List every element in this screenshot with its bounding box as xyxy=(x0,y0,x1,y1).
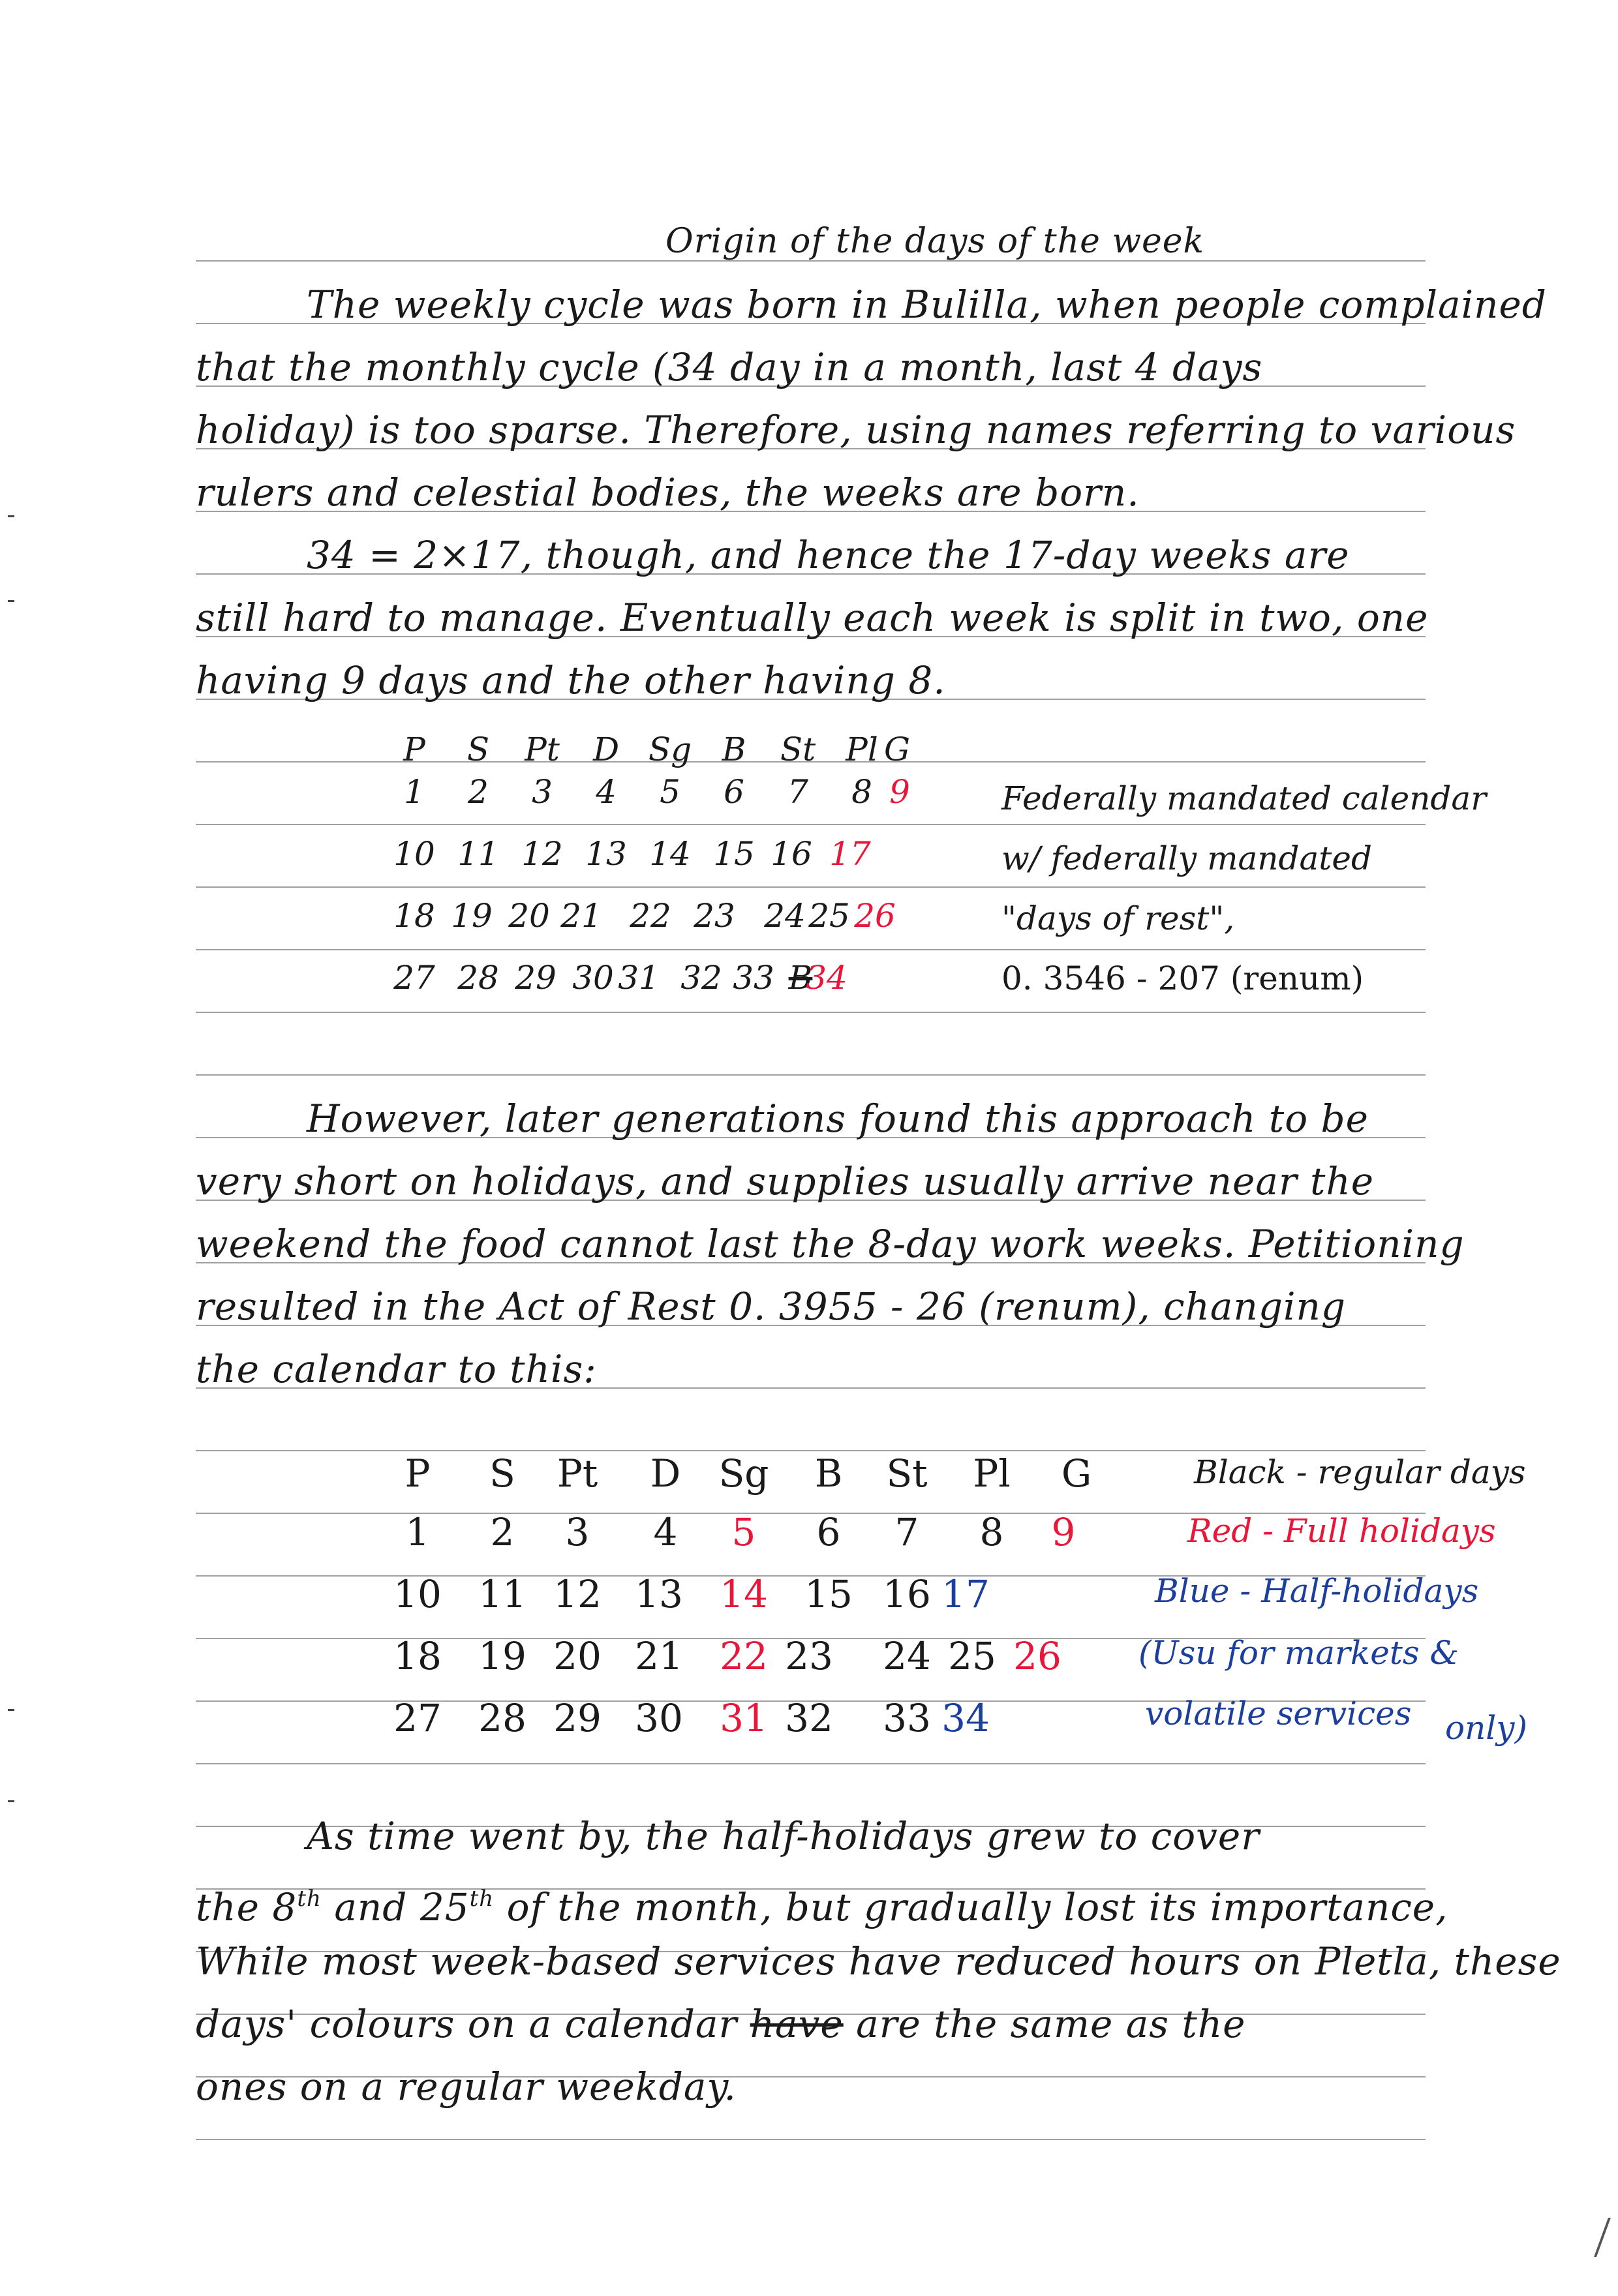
note-line: "days of rest", xyxy=(1001,899,1235,937)
day-cell: 24 xyxy=(764,897,806,935)
day-cell: 24 xyxy=(883,1634,931,1678)
day-cell: 12 xyxy=(553,1572,602,1616)
day-cell: 4 xyxy=(653,1510,678,1554)
day-header: B xyxy=(722,731,746,768)
rest-day-cell: 17 xyxy=(829,835,871,873)
day-header: Sg xyxy=(648,731,692,768)
day-cell: 32 xyxy=(680,959,722,997)
day-cell: 16 xyxy=(883,1572,931,1616)
day-header: Sg xyxy=(718,1451,769,1496)
day-cell: 32 xyxy=(785,1696,833,1740)
binder-mark xyxy=(8,600,14,602)
day-cell: 30 xyxy=(572,959,614,997)
day-cell: 2 xyxy=(468,773,489,811)
legend-half-holiday-note: only) xyxy=(1445,1709,1528,1747)
day-cell: 5 xyxy=(660,773,680,811)
day-header: G xyxy=(1061,1451,1092,1496)
day-header: Pl xyxy=(846,731,878,768)
full-holiday-cell: 14 xyxy=(720,1572,768,1616)
paragraph-line: rulers and celestial bodies, the weeks are born. xyxy=(196,470,1140,515)
note-line: Federally mandated calendar xyxy=(1001,779,1487,817)
day-cell: 20 xyxy=(553,1634,602,1678)
note-line: w/ federally mandated xyxy=(1001,839,1372,877)
full-holiday-cell: 31 xyxy=(720,1696,768,1740)
paragraph-line: resulted in the Act of Rest 0. 3955 - 26 (renum), changing xyxy=(196,1284,1347,1329)
legend-half-holiday: Blue - Half-holidays xyxy=(1155,1572,1479,1610)
day-cell: 13 xyxy=(585,835,627,873)
day-cell: 25 xyxy=(808,897,850,935)
paragraph-line: having 9 days and the other having 8. xyxy=(196,658,946,702)
rest-day-cell: 9 xyxy=(889,773,910,811)
paragraph-line: holiday) is too sparse. Therefore, using names referring to various xyxy=(196,408,1516,452)
legend-half-holiday-note: (Usu for markets & xyxy=(1138,1634,1459,1672)
day-cell: 29 xyxy=(515,959,557,997)
day-cell: 11 xyxy=(478,1572,527,1616)
paragraph-line: that the monthly cycle (34 day in a month, last 4 days xyxy=(196,345,1263,389)
day-header: Pt xyxy=(557,1451,598,1496)
day-cell: 16 xyxy=(771,835,812,873)
day-cell: 27 xyxy=(393,959,435,997)
rest-day-cell: 26 xyxy=(854,897,896,935)
legend-half-holiday-note: volatile services xyxy=(1145,1695,1412,1732)
day-cell: 28 xyxy=(457,959,499,997)
day-header: D xyxy=(592,731,620,768)
paragraph-line: the 8th and 25th of the month, but gradually lost its importance, xyxy=(196,1885,1448,1929)
struck-correction: B xyxy=(788,959,813,997)
full-holiday-cell: 9 xyxy=(1051,1510,1076,1554)
day-cell: 18 xyxy=(393,1634,442,1678)
day-cell: 1 xyxy=(404,773,425,811)
day-cell: 15 xyxy=(804,1572,853,1616)
day-cell: 14 xyxy=(649,835,691,873)
day-header: P xyxy=(404,1451,431,1496)
day-header: G xyxy=(884,731,910,768)
day-cell: 1 xyxy=(405,1510,430,1554)
day-cell: 25 xyxy=(948,1634,996,1678)
day-cell: 22 xyxy=(630,897,671,935)
day-cell: 21 xyxy=(560,897,602,935)
page-title: Origin of the days of the week xyxy=(665,222,1205,261)
note-line: 0. 3546 - 207 (renum) xyxy=(1001,959,1364,997)
paragraph-line: 34 = 2×17, though, and hence the 17-day weeks are xyxy=(307,533,1350,577)
paragraph-line: ones on a regular weekday. xyxy=(196,2064,737,2109)
day-cell: 6 xyxy=(724,773,744,811)
paragraph-line: While most week-based services have reduced hours on Pletla, these xyxy=(196,1939,1561,1984)
full-holiday-cell: 26 xyxy=(1013,1634,1061,1678)
day-cell: 4 xyxy=(596,773,617,811)
full-holiday-cell: 22 xyxy=(720,1634,768,1678)
paragraph-line: The weekly cycle was born in Bulilla, when people complained xyxy=(307,282,1547,327)
day-header: S xyxy=(489,1451,515,1496)
day-cell: 20 xyxy=(508,897,550,935)
paragraph-line: still hard to manage. Eventually each week is split in two, one xyxy=(196,596,1429,640)
day-cell: 33 xyxy=(733,959,774,997)
half-holiday-cell: 17 xyxy=(941,1572,990,1616)
day-cell: 19 xyxy=(478,1634,527,1678)
day-cell: 29 xyxy=(553,1696,602,1740)
day-cell: 10 xyxy=(393,1572,442,1616)
day-header: Pl xyxy=(973,1451,1011,1496)
day-cell: 13 xyxy=(635,1572,683,1616)
binder-mark xyxy=(8,515,14,517)
day-header: S xyxy=(466,731,490,768)
day-cell: 6 xyxy=(816,1510,841,1554)
half-holiday-cell: 34 xyxy=(941,1696,990,1740)
paragraph-line: However, later generations found this approach to be xyxy=(307,1096,1369,1141)
day-cell: 21 xyxy=(635,1634,683,1678)
day-cell: 23 xyxy=(785,1634,833,1678)
day-header: St xyxy=(886,1451,928,1496)
day-cell: 18 xyxy=(393,897,435,935)
paragraph-line: As time went by, the half-holidays grew to cover xyxy=(307,1814,1260,1858)
legend-full-holiday: Red - Full holidays xyxy=(1187,1512,1496,1550)
rest-day-cell: 34 xyxy=(806,959,847,997)
day-cell: 10 xyxy=(393,835,435,873)
paragraph-line: weekend the food cannot last the 8-day work weeks. Petitioning xyxy=(196,1222,1465,1266)
day-cell: 33 xyxy=(883,1696,931,1740)
struck-word: have xyxy=(750,2002,844,2046)
day-cell: 19 xyxy=(451,897,493,935)
paragraph-line: the calendar to this: xyxy=(196,1347,597,1391)
day-cell: 2 xyxy=(490,1510,515,1554)
day-header: Pt xyxy=(525,731,560,768)
day-cell: 15 xyxy=(713,835,755,873)
day-cell: 28 xyxy=(478,1696,527,1740)
day-cell: 11 xyxy=(457,835,499,873)
day-cell: 3 xyxy=(565,1510,590,1554)
day-header: D xyxy=(650,1451,681,1496)
day-header: B xyxy=(814,1451,843,1496)
day-cell: 7 xyxy=(787,773,808,811)
binder-mark xyxy=(8,1800,14,1802)
binder-mark xyxy=(8,1709,14,1711)
full-holiday-cell: 5 xyxy=(731,1510,756,1554)
paragraph-line: very short on holidays, and supplies usually arrive near the xyxy=(196,1159,1375,1203)
day-cell: 8 xyxy=(979,1510,1004,1554)
legend-regular: Black - regular days xyxy=(1194,1453,1526,1491)
day-cell: 23 xyxy=(694,897,735,935)
day-cell: 12 xyxy=(521,835,563,873)
day-cell: 31 xyxy=(618,959,660,997)
day-cell: 3 xyxy=(532,773,553,811)
day-cell: 27 xyxy=(393,1696,442,1740)
day-header: St xyxy=(780,731,816,768)
day-cell: 7 xyxy=(894,1510,919,1554)
day-cell: 30 xyxy=(635,1696,683,1740)
day-cell: 8 xyxy=(851,773,872,811)
day-header: P xyxy=(403,731,425,768)
paragraph-line: days' colours on a calendar have are the same as the xyxy=(196,2002,1246,2046)
